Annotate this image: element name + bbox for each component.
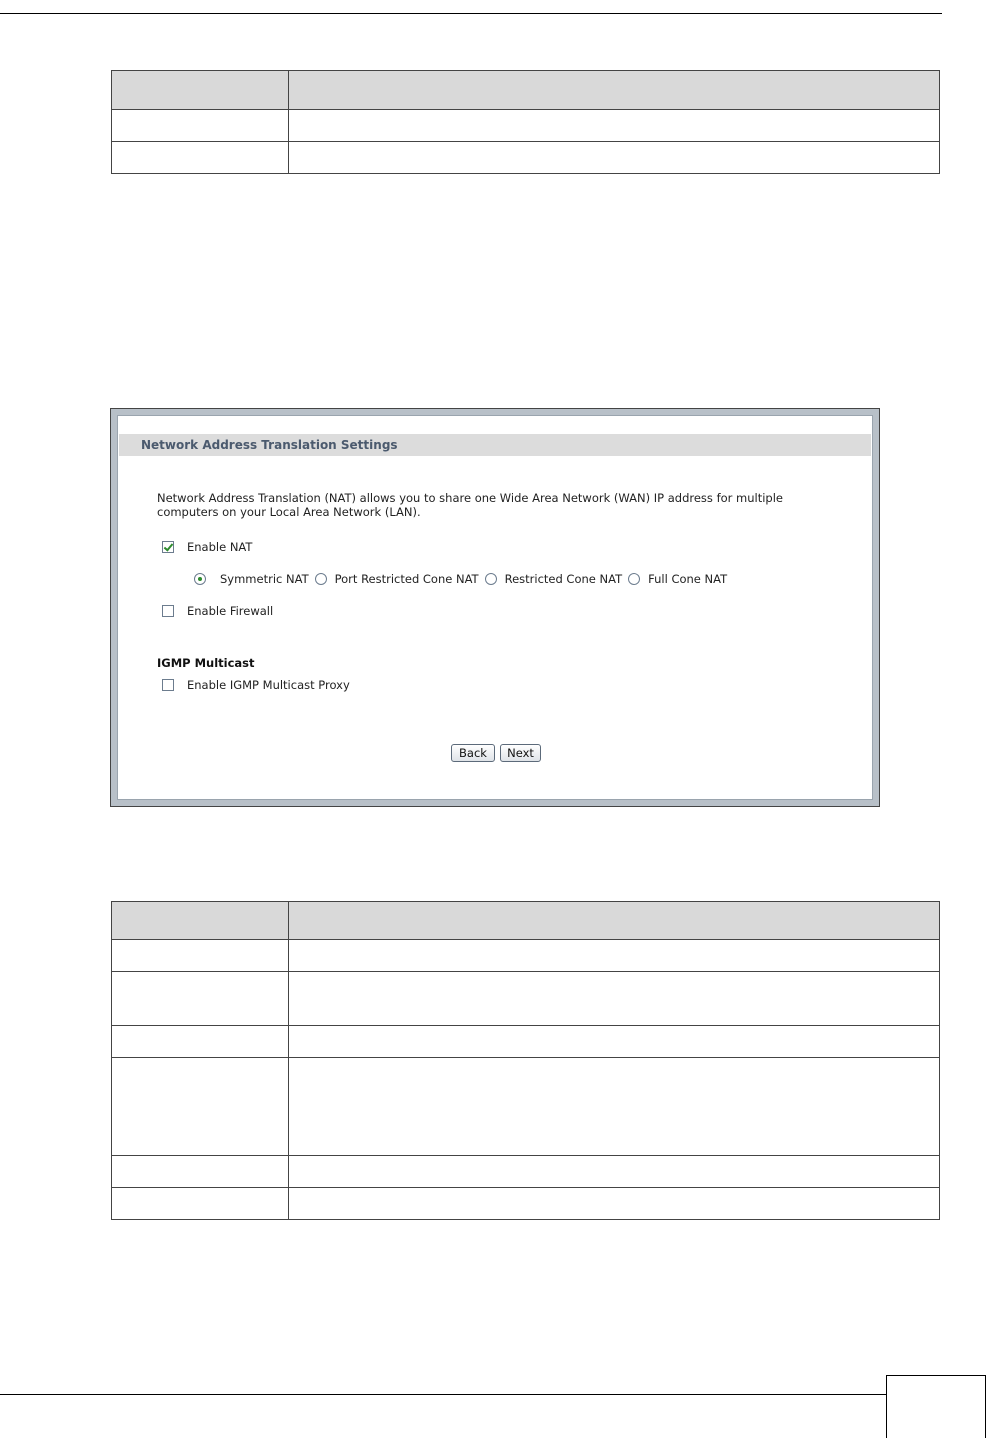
table-cell [289, 1188, 940, 1220]
full-cone-nat-label: Full Cone NAT [648, 572, 728, 586]
nat-settings-screenshot [110, 408, 880, 807]
table-header-cell [289, 902, 940, 940]
enable-firewall-label: Enable Firewall [187, 604, 274, 618]
restricted-cone-nat-radio[interactable] [485, 573, 497, 585]
full-cone-nat-radio[interactable] [628, 573, 640, 585]
table-cell [112, 1026, 289, 1058]
field-table-bottom [111, 901, 940, 1220]
table-cell [112, 972, 289, 1026]
igmp-proxy-label: Enable IGMP Multicast Proxy [187, 678, 350, 692]
port-restricted-cone-nat-label: Port Restricted Cone NAT [334, 572, 479, 586]
table-cell [289, 1156, 940, 1188]
table-cell [112, 110, 289, 142]
table-cell [112, 940, 289, 972]
nat-settings-panel [117, 415, 873, 800]
table-cell [112, 1156, 289, 1188]
table-cell [289, 142, 940, 174]
next-button[interactable]: Next [500, 744, 541, 762]
table-cell [289, 972, 940, 1026]
enable-nat-label: Enable NAT [187, 540, 253, 554]
igmp-proxy-checkbox[interactable] [162, 679, 174, 691]
back-button[interactable]: Back [451, 744, 495, 762]
enable-nat-row [162, 540, 252, 554]
section-header: Network Address Translation Settings [119, 434, 871, 456]
enable-firewall-checkbox[interactable] [162, 605, 174, 617]
nat-type-row [194, 572, 727, 586]
enable-nat-checkbox[interactable] [162, 541, 174, 553]
table-cell [112, 142, 289, 174]
symmetric-nat-radio[interactable] [194, 573, 206, 585]
nat-description: Network Address Translation (NAT) allows you to share one Wide Area Network (WAN) IP address for multiple computers on your Local Area Network (LAN). [157, 491, 783, 519]
table-cell [112, 1188, 289, 1220]
igmp-multicast-title: IGMP Multicast [157, 656, 255, 670]
header-rule [0, 13, 942, 14]
table-header-cell [112, 71, 289, 110]
table-cell [289, 940, 940, 972]
port-restricted-cone-nat-radio[interactable] [315, 573, 327, 585]
table-cell [289, 110, 940, 142]
table-header-cell [112, 902, 289, 940]
symmetric-nat-label: Symmetric NAT [220, 572, 309, 586]
enable-firewall-row [162, 604, 273, 618]
igmp-proxy-row [162, 678, 350, 692]
table-cell [289, 1026, 940, 1058]
table-cell [112, 1058, 289, 1156]
page-number-box [886, 1375, 986, 1438]
table-header-cell [289, 71, 940, 110]
table-cell [289, 1058, 940, 1156]
restricted-cone-nat-label: Restricted Cone NAT [504, 572, 623, 586]
footer-rule [0, 1394, 886, 1395]
field-table-top [111, 70, 940, 174]
